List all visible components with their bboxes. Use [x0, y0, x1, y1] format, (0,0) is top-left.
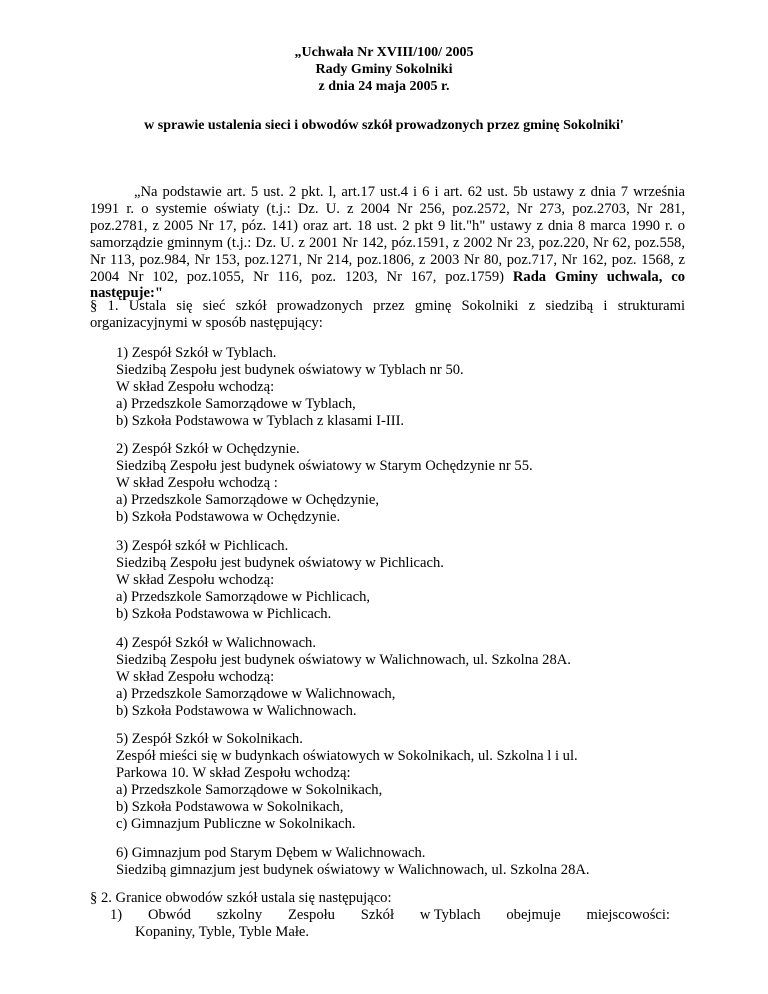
council-name: Rady Gminy Sokolniki: [315, 62, 453, 77]
preamble-text: „Na podstawie art. 5 ust. 2 pkt. l, art.17 ust.4 i 6 i art. 62 ust. 5b ustawy z dnia 7 września 1991 r. o systemie oświaty (t.j.: Dz. U. z 2004 Nr 256, poz.2572, Nr 273, poz.2703, Nr 281, poz.2781, z 2005 Nr 17, póz. 141) oraz art. 18 ust. 2 pkt 9 lit."h" ustawy z dnia 8 marca 1990 r. o samorządzie gminnym (t.j.: Dz. U. z 2001 Nr 142, póz.1591, z 2002 Nr 23, poz.220, Nr 62, poz.558, Nr 113, poz.984, Nr 153, poz.1271, Nr 214, poz.1806, z 2003 Nr 80, poz.717, Nr 162, poz. 1568, z 2004 Nr 102, poz.1055, Nr 116, poz. 1203, Nr 167, poz.1759): [90, 184, 685, 285]
point-word: Obwód: [147, 906, 191, 923]
item-line: W skład Zespołu wchodzą:: [116, 571, 275, 588]
school-item-5: [116, 731, 676, 832]
section-2-heading: § 2. Granice obwodów szkół ustala się następująco:: [90, 890, 392, 906]
point-word: Szkół: [360, 906, 395, 923]
item-line: Siedzibą Zespołu jest budynek oświatowy w Pichlicach.: [116, 554, 444, 571]
point-word: obejmuje: [506, 906, 561, 923]
section-2-point-1: [90, 907, 670, 924]
section-2: [90, 890, 685, 941]
school-item-2: [116, 441, 676, 526]
item-line: a) Przedszkole Samorządowe w Pichlicach,: [116, 588, 371, 605]
school-item-4: [116, 635, 676, 720]
school-item-1: [116, 345, 676, 430]
item-line: b) Szkoła Podstawowa w Sokolnikach,: [116, 798, 344, 815]
point-word: szkolny: [216, 906, 263, 923]
item-line: Siedzibą Zespołu jest budynek oświatowy w Tyblach nr 50.: [116, 361, 464, 378]
item-line: W skład Zespołu wchodzą :: [116, 474, 278, 491]
item-line: a) Przedszkole Samorządowe w Tyblach,: [116, 395, 356, 412]
item-line: 4) Zespół Szkół w Walichnowach.: [116, 635, 316, 651]
resolution-date: z dnia 24 maja 2005 r.: [318, 79, 450, 94]
preamble-paragraph: [90, 184, 685, 302]
item-line: Zespół mieści się w budynkach oświatowych w Sokolnikach, ul. Szkolna l i ul.: [116, 747, 578, 764]
item-line: a) Przedszkole Samorządowe w Sokolnikach,: [116, 781, 383, 798]
item-line: b) Szkoła Podstawowa w Pichlicach.: [116, 605, 332, 622]
item-line: a) Przedszkole Samorządowe w Ochędzynie,: [116, 491, 379, 508]
item-line: a) Przedszkole Samorządowe w Walichnowach,: [116, 685, 396, 702]
item-line: b) Szkoła Podstawowa w Walichnowach.: [116, 702, 357, 719]
resolution-header: [0, 44, 768, 95]
item-line: 1) Zespół Szkół w Tyblach.: [116, 345, 277, 361]
item-line: Parkowa 10. W skład Zespołu wchodzą:: [116, 764, 351, 781]
item-line: c) Gimnazjum Publiczne w Sokolnikach.: [116, 815, 356, 832]
item-line: b) Szkoła Podstawowa w Ochędzynie.: [116, 508, 341, 525]
section-2-point-1-localities: Kopaniny, Tyble, Tyble Małe.: [135, 923, 309, 940]
preamble-bold-clause: Rada Gminy uchwala, co następuje:": [90, 268, 685, 302]
item-line: Siedzibą Zespołu jest budynek oświatowy w Starym Ochędzynie nr 55.: [116, 457, 533, 474]
resolution-subject: w sprawie ustalenia sieci i obwodów szkół prowadzonych przez gminę Sokolniki': [144, 118, 624, 133]
point-word: miejscowości:: [586, 906, 670, 923]
item-line: W skład Zespołu wchodzą:: [116, 378, 275, 395]
item-line: Siedzibą gimnazjum jest budynek oświatowy w Walichnowach, ul. Szkolna 28A.: [116, 861, 590, 878]
resolution-title: „Uchwała Nr XVIII/100/ 2005: [294, 45, 474, 60]
point-word: Zespołu: [287, 906, 335, 923]
item-line: 6) Gimnazjum pod Starym Dębem w Walichnowach.: [116, 845, 426, 861]
item-line: 5) Zespół Szkół w Sokolnikach.: [116, 731, 303, 747]
item-line: Siedzibą Zespołu jest budynek oświatowy w Walichnowach, ul. Szkolna 28A.: [116, 651, 571, 668]
school-item-6: [116, 845, 676, 879]
point-word: 1): [110, 906, 123, 923]
item-line: W skład Zespołu wchodzą:: [116, 668, 275, 685]
item-line: b) Szkoła Podstawowa w Tyblach z klasami I-III.: [116, 412, 405, 429]
item-line: 2) Zespół Szkół w Ochędzynie.: [116, 441, 300, 457]
section-1-intro: § 1. Ustala się sieć szkół prowadzonych przez gminę Sokolniki z siedzibą i strukturami organizacyjnymi w sposób następujący:: [90, 298, 685, 331]
item-line: 3) Zespół szkół w Pichlicach.: [116, 538, 289, 554]
point-word: w Tyblach: [419, 906, 481, 923]
school-item-3: [116, 538, 676, 623]
